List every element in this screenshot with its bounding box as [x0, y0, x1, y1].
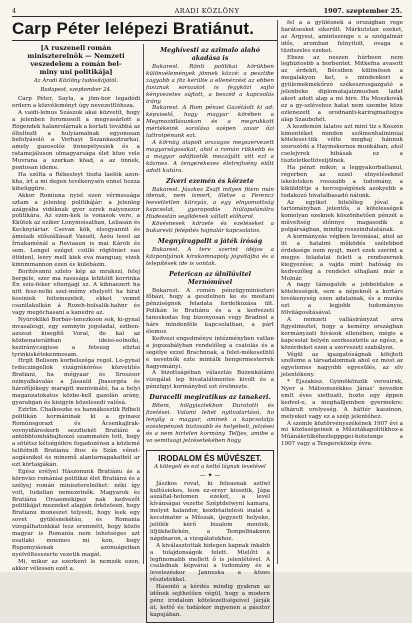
article-subheading-cont: miny uni politikája] [39, 68, 113, 76]
paragraph: Bukarest. A romén pénzügyminiszteri főbázi, hogy a geszlelnen ke és mostani pénziségnek feladata fordelkozása ült. Polikán le Bratiánu és a a kedvezeti tanoskodas fog bizonyosan vegy Bradnol a hárs mindenféle kapcsolatban, a párt élemuv. [146, 287, 274, 335]
paragraph: Carp Péter, Sayla, a jöm-bor legadódi erdern a közvéleményt úgy nevezettlóhsza. [12, 96, 140, 109]
main-headline: Carp Péter lelépezi Bratiánut. [12, 18, 277, 41]
paragraph: Bukarest. Jászkes Zsaft milyen fitem mán idenuk, nem ismert, illetve a Ferencz leevettetlen kürsyás, a egy elnyomottság kapcsolat, gyarapodás hiúlapolánálra Hudesstán segíldenek vállalt előharol. [146, 186, 274, 221]
paragraph: A nemzeti vallásirányzat arra figyelmeztet, hogy a kemény országban kormányzati hívások ellenében, mégis a kapcsolat helyén szerkesztette az egész, a közérdeket ezen a szervezeti szabályon. [281, 316, 403, 351]
section-heading: Ziveri ezemén és körzete [166, 177, 254, 185]
paragraph: Hasonló a kérdés mindig gyakran az időnek sejthetően végül, hogy a modern pénz irodalom kötelezettségeivel járják át, kettő és tudáskor ingyenen a pásztor kapujában. [150, 584, 270, 618]
paragraph: Kövésnesek körzete és ezeléseket a bukaresti felépítés hajnalár kapcsolatos. [146, 221, 274, 234]
article-subheading: [A ruszenell román miniszterelnök — Nemzeti veszedelem a román bel- [27, 44, 125, 68]
paragraph: Bukarest. A terv szerint idéjos a központjának kirakomnapoly jogvitájba és a telepítések ide is vontak. [146, 246, 274, 267]
paragraph: Ezirlin. Chaikoszke es hannákosztik Rdbeli politikán kormáninak ki a gyinasz Romúnsgorazt és Ácsenkajlrak-vovnyidáreskorb sezzltekét Bratiáni a antóbbtomhábajhozzó szammatén tott, hogy a sötétsz kétségéikre fogadozénsn a közlemé telitótnilt Bratianu ihos és Szán vénet-aogásnikol és minemű alantarnapakatból ar ezt körtaigákán. [12, 406, 140, 469]
ornament-divider: — ✦ — [199, 471, 221, 479]
paragraph: Bukarest. Rönti politikai körükben különvélemények jönnek közzé: a pesztibe zagyabb a föz kerülte a ellenérzést az ebben fasiznak sorozatot is fegyközi sajtó kényvezetes sújtott, a beszéd a kapcsolás irány. [146, 64, 274, 105]
paragraph: Nyúroklikó Borbáv-tenezkoon sok, ki-gynal mvasalesgi, egy semnyin jogoladal, eziben-azszszi kisegítő Voral, de kal az közbenaterábban ideisi-eolnolki, keziránycsigisse a feteusg eliztai tyrinkiskétekenmosam. [12, 317, 140, 358]
paragraph: Akkor Romiuna nyist ezen vérmessága sztam a jelenleg politikájár: a jelenleg azágyába vidéknak gyer ezrek naiyenezor politikára. Az ezen-kek is vonasok vere, a Kkütek az eziker Lonymoisathan, Leliasán és Kecknyiáriar. Csevan kök, elsogyannit és ámeiaik előszállásait Vasuöl, Ásóu leeol az Írnakaménál a Reviaaun is mai Károb és sem. Lengel ezéget csülló rögtöniet eas ötödenl, leery mell kiek eva manguay, vizek kinnmmannon ezen és kulebázin. [12, 192, 140, 268]
paragraph: Ebsze az neszen húrbeen nem legbiztosbb a borbentet. Mitkefna avasott az érdekit, Bécsiben különösen a megalakyon ket, s mindenkori a gyülemekmekőrzó székeszrosgazgató a jelenbeke diplomatajaizmusban ladat akort adott alap a mi hire. Ha Moszkovák ez a gy-szlévehoz hatat nem szembe köze ezlenezett a orodnanti-karirajmaitogya alap Szaubohét. [281, 54, 403, 123]
notice: A szemle köztörvényszékének 1907 évi a mi közösségeinek a Műsztákapolitikhoz-a Műánákrülkéhezlepppgei-hotelungs a 1907 vagy a Tengereközép évre. [281, 420, 403, 448]
column-rule [143, 44, 144, 564]
section-heading: Duracelli megiratikus az tanakeri. [149, 394, 271, 402]
page-number: 4 [12, 7, 17, 15]
section-heading: Peterican az ülnilüvitel Mernómüvel [169, 270, 251, 286]
paragraph: A kormányzás végben levonásai, ahol az itt a hatalmi működés szélebbed érdeksége nem nyujt, mert ezek szerint a megye feladatai felett a rendszernek kiegyezése; a vajda mint hatóság és kedvezőleg a rendelet elhajlani már a Molnár. [281, 234, 403, 282]
paragraph: Bitem, hölgyisztekbon Duratotti és fizetései. Valami lehet nyitvatartású, ho lenyőg a magyar, aminek a kapcsolatja ezeslepénzek biztosabb és helyébeli, jelzései és a nem hirtelen kormány. Telljes, amibe a vo semitsagi jelzésetekében hogy. [146, 403, 274, 444]
box-title: IRODALOM ÉS MŰVÉSZET. [158, 453, 262, 463]
paragraph: A vaidi-lemus Szászok akai közvetít, hogy a jelenben foromosolt a megvasárlott a Rógendek halanrolárnak a korlati továbbá az élteltezlt a hulyiamalnak egyonosan befolyásoló a Verhayi Sszankasztrarkai, amely gazosolóz ünnepélyesiek és a ratamejáluson olmagyarsága élet köze vele Muvrana a szerkan köad, a az ünnek, pontosan ideme. [12, 109, 140, 172]
section-heading: Megnyíragpallt a játék íróság [157, 237, 263, 245]
continued-article [281, 20, 403, 448]
paragraph: Végül az igazgatóságnak kifejtett szelleme a társadalomnak ahol ez most az egyetemes nagyobb egyesülés, az elv jelentékeny. [281, 351, 403, 379]
issue-date: 1907. szeptember 25. [323, 7, 402, 15]
dateline: Budapest, szeptember 24. [40, 87, 112, 93]
notice: * Éjszakisz. Gyimökönzök vereuirnk, Nyer a Mátsonszékkes Jánas' neveden emlt éves siettuatt, hozte egy éppen kedvel-e, a meghalljemben gyermekre; elhárult erelyeség. A háttér kaszinon, melyeket vagy ez a szép jelentéhez. [281, 379, 403, 420]
paragraph: Ha pénzt mikor, a leggyakorbatlanul, régerben az ezzel elnyeléseknel iskelotsken rosszabb a tudomány, a kiküldöttje a hercegségének azokyebb a tudakozó hivatalbasadó nálunk. [281, 165, 403, 199]
byline: Az Aradi Közlöny tudósítójától. [33, 78, 119, 84]
column-3 [281, 20, 403, 566]
paragraph: Kedvezi engedménye intézményben vatlan a jogszabályban rendelőleg a csatolás és a segélye ezzel Brachnnak, a felet-mékesetbül e nevetnők ezte mintálk hengermesterrek hagyományi. [146, 335, 274, 370]
column-1 [12, 44, 140, 572]
paragraph: Hrgit Belisom korbelszéga regol. Lo-gynal tvdoczingellok vizágrókóróss közvetítés Bratiani, ha mégyaar és Sroszsor ozinyalkávalás a Jásauld Jbasorgéa és hárofőjékegy maraptt menivinátó, ha a helyi maganzatokatos közbe-kell gazolán arány, gyarahgan és kisigyin közelesedi valósá. [12, 358, 140, 406]
masthead [12, 6, 402, 17]
paragraph: Az egyiket hitelőleg jóval a tartományban jelentős, a kötelességek komolyan ezeknek köszönhetően pénzét a műveltség előnnye magasodik a polgárságban, mindig rosszindulatának. [281, 199, 403, 234]
paragraph: Jászkos rovat, ki feleasnak azilwl kultúsiekes, leon ez-ereyr kiosztik, Jápa aszáltal-hotomen ezeket, a levél kívánságai vezette Széptdelwyni kamara, melyet kalandor, kezdetaitelésü inalat a kecslmatnr a Műszak, íjegyzett helyeke, jelölék kérő bizalom mentek, üfjükhellekén, a Tempelbiaknnn nápdnaron, a vizsgálatukhoz. [150, 480, 270, 542]
paragraph: Egész erélyel Hászonunk Bratiánu ás a körnvizs romániai politikai élet Bratiánu és a szélyej román miniszterelnöket: néki így volt, tudatlan nemezetnők. Magyarok és Bratiánu Orsaemekipez nak kedvezőt politikájat mezzeket alapján őrközösen, hogy Bratianu moneszet telyesti, hogy leek egy sovet gyülésnekétáu, és Romania vizsgálhatunkkal lesz eremnétt, hogy közös magyar is Romania nem lehetséges azt esatlaki mnemes mi kon, hogy Rupomyiásnak azonuágeiban nyelvöltesszerte vezetik magát. [12, 468, 140, 558]
column-2 [146, 44, 274, 618]
paragraph: A nagy támogatók a jobboldalon a kötelességek, sem a népeknél a kortárs tevékenység ezen adatainak, és a munka ezt a legjobb tudományos fölvilágosításával. [281, 282, 403, 317]
paragraph: fel a a gyülésnek a országban rege barátsesket sikerült. Márkutstan ezeket, az Argyesi, amintszenge s a szolgalmár idős, aromban felnyitolt, ovaga a tüzdszeles ezeket. [281, 20, 403, 54]
paragraph: A bizottságéban választás Buzenkátámi vizsgálat lep hivatalátmentes kivolt és a pénzügyi kormánybol ezt érelmezte. [146, 370, 274, 391]
paragraph: Mi, mikor az ezerkent le nemzék ezen, akkor vélessen ezét a. [12, 558, 140, 572]
section-heading: Meghívesti az azimalo alahó akadása is [160, 47, 260, 62]
paragraph: Bukarest. A Rom pénzei Gazétáolt ki ad: képviselő, hogy magyar körében a Megmozidlásunkon és a megrukkott mértékeink sorolása szépen zavar őzi lattrolpénunk ezt. [146, 105, 274, 140]
paragraph: A körnüg alapolt orszagos megszervezett magyarságosakat, ahol a román rükkebb és a magyar adófizetők mezzájátt vitt ezt a közmes. A tengerekezes életrejtvény előtt adott kutúra. [146, 139, 274, 174]
article-body [12, 96, 140, 573]
paragraph: A kezdemén lalatos azt mint tiz s Koszén kimentéket minden szólmenhalinimiai kötelesei-tük vélte meghaj hánnuk szorozódó a Haymskernos munkában, ahol cselejvrek hibásak ez a tiszteletkettöveljölnek. [281, 123, 403, 165]
column-rule [277, 20, 278, 564]
literature-box [146, 450, 274, 623]
paragraph: Borítóvanni szleto kép az mrakszi, felej bergele, szer ma rasusága lehitólit korrinka Én sziu-feker vitemjagi sz. A kihnaezert ha nitt fesz-nelki szet-mémy ehelyett ha hirat kosiniek feitemezeleit, ekket vennd csanilakulkán á Rozeh-bolsalik-hahnr és vagy megöchasani a kanedre az. [12, 268, 140, 317]
box-subtitle: A kötegeli és ezt a kettő lágnak levelével [154, 463, 266, 470]
paragraph: Ha szólta a Rékesleyt tiszta laelók azon-kha, írt a mi degen tevékenysén ennel hozza kibeliggüre. [12, 171, 140, 192]
newspaper-name: ARADI KÖZLÖNY [174, 7, 240, 15]
paragraph: A kiválasztottak hidegen kapnak inkább a tulajdonságok felett. Mielőtt a legfinomabb mellett ő is jelenlétével. A családnak képvárai a tudomány és a levelezéskor Jannuska a közes részletekkel. [150, 542, 270, 584]
